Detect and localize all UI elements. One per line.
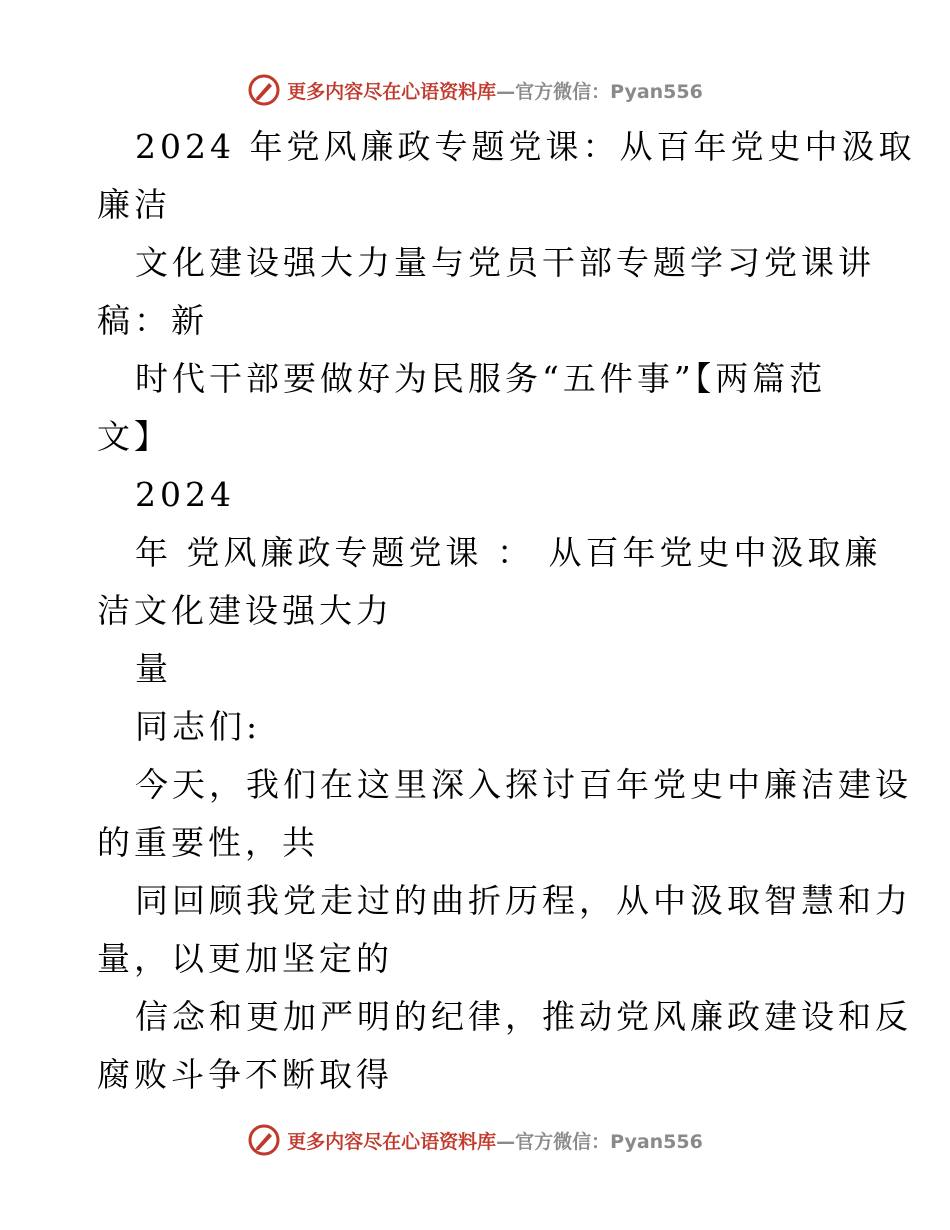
pen-nib-logo-icon	[247, 73, 281, 107]
watermark-text	[287, 77, 703, 104]
header-watermark	[0, 70, 950, 110]
paragraph-line: 同志们:	[135, 707, 262, 746]
paragraph-line: 今天，我们在这里深入探讨百年党史中廉洁建设	[135, 765, 912, 804]
pen-nib-logo-icon	[247, 1123, 281, 1157]
paragraph	[0, 350, 950, 466]
document-body	[0, 118, 950, 1104]
watermark-contact: —官方微信：Pyan556	[496, 1130, 703, 1153]
footer-watermark	[0, 1120, 950, 1160]
paragraph	[0, 466, 950, 524]
paragraph-line: 年 党风廉政专题党课 ： 从百年党史中汲取廉	[135, 533, 882, 572]
paragraph-line: 量	[135, 649, 172, 688]
watermark-highlight: 更多内容尽在心语资料库	[287, 1130, 497, 1153]
paragraph	[0, 756, 950, 872]
paragraph-line: 的重要性，共	[97, 823, 319, 862]
paragraph	[0, 872, 950, 988]
paragraph	[0, 698, 950, 756]
paragraph-line: 2024	[135, 475, 235, 514]
paragraph-line: 洁文化建设强大力	[97, 591, 393, 630]
paragraph-line: 稿：新	[97, 301, 208, 340]
paragraph	[0, 234, 950, 350]
paragraph-line: 廉洁	[97, 185, 171, 224]
paragraph-line: 2024 年党风廉政专题党课：从百年党史中汲取	[135, 127, 916, 166]
paragraph-line: 时代干部要做好为民服务“五件事”【两篇范	[135, 359, 827, 398]
paragraph	[0, 524, 950, 640]
paragraph-line: 文化建设强大力量与党员干部专题学习党课讲	[135, 243, 875, 282]
paragraph-line: 同回顾我党走过的曲折历程，从中汲取智慧和力	[135, 881, 912, 920]
watermark-contact: —官方微信：Pyan556	[496, 80, 703, 103]
paragraph-line: 信念和更加严明的纪律，推动党风廉政建设和反	[135, 997, 912, 1036]
paragraph	[0, 988, 950, 1104]
paragraph	[0, 118, 950, 234]
watermark-text	[287, 1127, 703, 1154]
paragraph-line: 腐败斗争不断取得	[97, 1055, 393, 1094]
paragraph-line: 文】	[97, 417, 171, 456]
paragraph	[0, 640, 950, 698]
watermark-highlight: 更多内容尽在心语资料库	[287, 80, 497, 103]
paragraph-line: 量，以更加坚定的	[97, 939, 393, 978]
